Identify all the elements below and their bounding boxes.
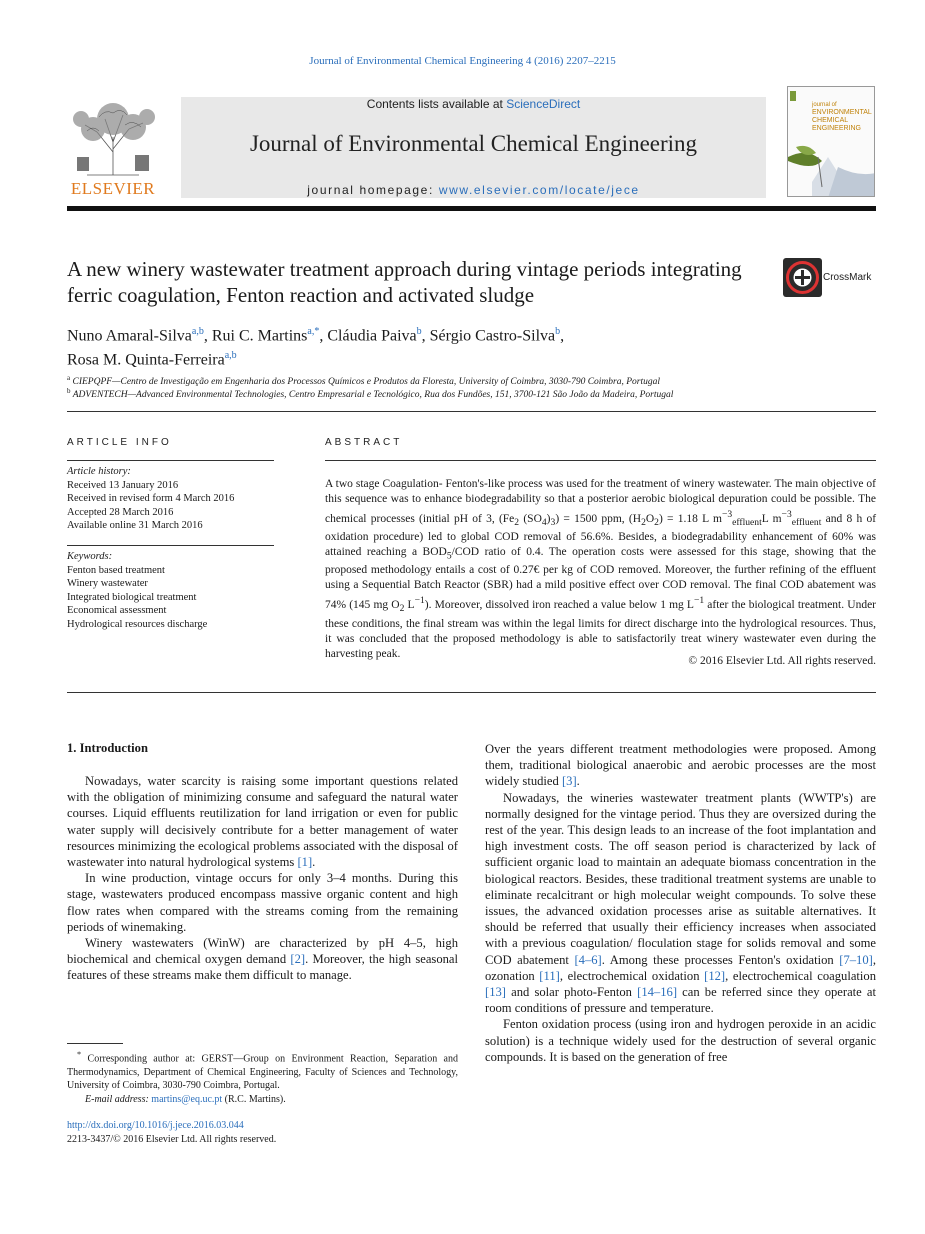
paragraph: Fenton oxidation process (using iron and hydrogen peroxide in an acidic solution) is a technique widely used for the destruction of several organic compounds. It is based on the generation of free bbox=[485, 1017, 876, 1064]
paragraph-text: Nowadays, the wineries wastewater treatment plants (WWTP's) are normally designed for the vintage period. Thus they are oversized during the rest of the year. This design leads to an increase of the foot implantation and high investment costs. The off season period is characterized by lack of sufficient organic load to maintain an adequate biomass concentration in the biological reactors. Besides, these traditional treatment systems are unable to eliminate recalcitrant or high molecular weight compounds. To solve these issues, the advanced oxidation processes arise as suitable alternatives. It should be referred that usually their efficiency increases when associated with a previous coagulation/ floculation stage for solids removal and some COD abatement bbox=[485, 790, 876, 967]
paragraph-text: and solar photo-Fenton bbox=[505, 985, 638, 1000]
journal-cover-thumbnail[interactable] bbox=[787, 86, 875, 197]
reference-link[interactable]: [7–10] bbox=[839, 952, 873, 967]
paragraph-text: , electrochemical oxidation bbox=[559, 968, 705, 983]
keywords-rule bbox=[67, 545, 274, 546]
abstract-sup: −1 bbox=[414, 595, 425, 607]
abstract-copyright: © 2016 Elsevier Ltd. All rights reserved. bbox=[688, 655, 876, 667]
cover-title-line-1: journal of bbox=[812, 102, 837, 108]
article-info-heading: ARTICLE INFO bbox=[67, 437, 172, 448]
footnote-star: * bbox=[77, 1050, 82, 1059]
abstract-span: ) = 1.18 L m bbox=[658, 512, 722, 525]
affiliation-text: ADVENTECH—Advanced Environmental Technologies, Centro Empresarial e Tecnológico, Rua dos Fundões, 151, 3700-121 São João da Madeira, Portugal bbox=[72, 390, 674, 401]
article-title: A new winery wastewater treatment approach during vintage periods integrating ferric coagulation, Fenton reaction and activated sludge bbox=[67, 257, 742, 307]
keyword-item: Economical assessment bbox=[67, 605, 167, 616]
author-name[interactable]: Cláudia Paiva bbox=[327, 327, 417, 345]
abstract-span: (SO bbox=[519, 512, 542, 525]
elsevier-tree-icon bbox=[67, 97, 159, 177]
abstract-span: and 8 h of oxidation procedure) led to global COD removal of 56.6%. Besides, a biodegradability enhancement of 60% was attained reaching a BOD bbox=[325, 512, 877, 559]
keywords-block bbox=[67, 550, 274, 631]
crossmark-label: CrossMark bbox=[823, 272, 872, 283]
paragraph-text: , ozonation bbox=[485, 952, 876, 983]
homepage-prefix: journal homepage: bbox=[307, 183, 439, 197]
author-affil-mark[interactable]: b bbox=[555, 326, 561, 337]
footnote-email-line bbox=[67, 1093, 458, 1107]
paragraph-text: Nowadays, water scarcity is raising some important questions related with the obligation of minimizing consume and safeguard the natural water courses. Liquid effluents reutilization for land irrigation or even for public water supply will decisively contribute for a better management of water resources minimizing the ecological problems associated with the disposal of wastewater into natural hydrological systems bbox=[67, 774, 458, 870]
footnote-body bbox=[67, 1048, 458, 1093]
abstract-sup: −1 bbox=[693, 595, 705, 607]
history-label: Article history: bbox=[67, 466, 131, 477]
cover-title-line-3: CHEMICAL bbox=[812, 117, 849, 124]
affiliation-mark: b bbox=[67, 387, 71, 395]
paragraph: In wine production, vintage occurs for only 3–4 months. During this stage, wastewaters produced encompass massive organic content and high flow rates when compared with the streams coming from the remaining periods of winemaking. bbox=[67, 871, 458, 934]
abstract-heading: ABSTRACT bbox=[325, 437, 403, 448]
paragraph-text: . Moreover, the high seasonal features of these streams make them difficult to manage. bbox=[67, 952, 459, 983]
history-item: Received in revised form 4 March 2016 bbox=[67, 493, 235, 504]
abstract-span: after the biological treatment. Under these conditions, the final stream was within the legal limits for direct discharge into the hydrological resources. Thus, it was concluded that the proposed methodology is able to satisfactorily treat winery wastewater even during the harvesting peak. bbox=[325, 599, 877, 660]
cover-title-line-2: ENVIRONMENTAL bbox=[812, 109, 872, 116]
reference-link[interactable]: [3] bbox=[561, 774, 577, 789]
section-heading-introduction: 1. Introduction bbox=[67, 741, 148, 755]
abstract-sub: 4 bbox=[541, 517, 547, 529]
paragraph bbox=[67, 773, 458, 870]
paragraph bbox=[485, 741, 876, 790]
reference-link[interactable]: [1] bbox=[297, 855, 313, 870]
email-link[interactable]: martins@eq.uc.pt bbox=[151, 1093, 223, 1105]
abstract-sub: effluent bbox=[732, 517, 762, 529]
contents-line bbox=[181, 97, 766, 111]
history-item: Available online 31 March 2016 bbox=[67, 520, 203, 531]
abstract-span: /COD ratio of 0.4. The operation costs were assessed for this stage, showing that the proposed methodology entails a cost of 0.27€ per kg of COD removed. Moreover, the further refining of the effluent using a Sequential Batch Reactor (SBR) had a mild positive effect over COD removal. The final COD abatement was 74% (145 mg O bbox=[325, 546, 876, 612]
email-suffix: (R.C. Martins). bbox=[222, 1093, 286, 1105]
paragraph bbox=[485, 790, 876, 1017]
doi-link[interactable]: http://dx.doi.org/10.1016/j.jece.2016.03.044 bbox=[67, 1120, 244, 1131]
abstract-sub: 3 bbox=[550, 517, 556, 529]
abstract-sup: −3 bbox=[781, 509, 792, 520]
cover-art-icon bbox=[788, 87, 875, 197]
doi-block bbox=[67, 1119, 276, 1146]
issn-line: 2213-3437/© 2016 Elsevier Ltd. All rights reserved. bbox=[67, 1133, 277, 1145]
abstract-text bbox=[325, 477, 876, 662]
abstract-sub: 2 bbox=[654, 517, 659, 529]
paragraph-text: . Among these processes Fenton's oxidation bbox=[601, 952, 840, 967]
article-history bbox=[67, 465, 274, 533]
crossmark-icon bbox=[783, 258, 822, 297]
abstract-sub: effluent bbox=[791, 517, 822, 529]
crossmark-badge[interactable] bbox=[783, 258, 877, 298]
paragraph-text: Over the years different treatment methodologies were proposed. Among them, traditional biological anaerobic and aerobic processes are the most widely studied bbox=[485, 742, 876, 789]
contents-prefix: Contents lists available at bbox=[366, 97, 507, 111]
corresponding-author-footnote bbox=[67, 1048, 458, 1106]
author-name[interactable]: Sérgio Castro-Silva bbox=[429, 327, 556, 345]
abstract-bottom-rule bbox=[67, 692, 876, 693]
author-name[interactable]: Rosa M. Quinta-Ferreira bbox=[67, 351, 225, 369]
keyword-item: Hydrological resources discharge bbox=[67, 618, 208, 630]
author-affil-mark[interactable]: a,* bbox=[307, 326, 320, 337]
homepage-link[interactable]: www.elsevier.com/locate/jece bbox=[438, 183, 640, 197]
footnote-rule bbox=[67, 1043, 123, 1044]
journal-masthead bbox=[181, 97, 766, 198]
footnote-text: Corresponding author at: GERST—Group on Environment Reaction, Separation and Thermodynamics, Department of Chemical Engineering, Faculty of Sciences and Technology, University of Coimbra, 3030-790 Coimbra, Portugal. bbox=[67, 1053, 458, 1092]
keyword-item: Winery wastewater bbox=[67, 578, 148, 589]
abstract-span: ) bbox=[546, 512, 551, 525]
author-name[interactable]: Rui C. Martins bbox=[211, 327, 308, 345]
paragraph-text: . bbox=[576, 774, 580, 789]
body-right-column bbox=[485, 741, 876, 1065]
paragraph-text: can be referred since they operate at room conditions of pressure and temperature. bbox=[485, 985, 877, 1016]
abstract-sub: 2 bbox=[514, 517, 520, 529]
keyword-item: Integrated biological treatment bbox=[67, 591, 197, 603]
abstract-rule bbox=[325, 460, 876, 461]
keywords-label: Keywords: bbox=[67, 551, 113, 562]
abstract-span: ). Moreover, dissolved iron reached a value below 1 mg L bbox=[424, 599, 694, 612]
email-label: E-mail address: bbox=[85, 1093, 152, 1105]
affiliation-text: CIEPQPF—Centro de Investigação em Engenharia dos Processos Químicos e Produtos da Floresta, University of Coimbra, 3030-790 Coimbra, Portugal bbox=[72, 377, 661, 388]
paragraph-text: Winery wastewaters (WinW) are characterized by pH 4–5, high biochemical and chemical oxygen demand bbox=[67, 936, 458, 967]
body-left-column bbox=[67, 773, 458, 984]
paragraph-text: , electrochemical coagulation bbox=[725, 968, 876, 983]
reference-link[interactable]: [11] bbox=[539, 968, 560, 983]
cover-title-line-4: ENGINEERING bbox=[812, 125, 862, 132]
abstract-sub: 2 bbox=[641, 517, 646, 529]
abstract-span: A two stage Coagulation- Fenton's-like process was used for the treatment of winery wastewater. The main objective of this sequence was to enhance biodegradability so that a posterior aerobic biological depuration could be possible. The chemical processes (initial pH of 3, (Fe bbox=[325, 478, 876, 525]
author-list: Nuno Amaral-Silva$^{a,b}$, Rui C. Martins$^{a,*}$, Cláudia Paiva$^b$, Sérgio Castro-Silva$^b$, Rosa M. Quinta-Ferreira$^{a,b}$ bbox=[67, 326, 565, 369]
paragraph-text: . bbox=[312, 855, 316, 870]
author-affil-mark[interactable]: b bbox=[416, 326, 422, 337]
abstract-sup: −3 bbox=[721, 509, 733, 520]
reference-link[interactable]: [2] bbox=[290, 952, 306, 967]
author-affil-mark[interactable]: a,b bbox=[224, 350, 237, 362]
abstract-span: L bbox=[404, 599, 415, 612]
abstract-span: ) = 1500 ppm, (H bbox=[555, 512, 642, 525]
sciencedirect-link[interactable]: ScienceDirect bbox=[506, 97, 581, 111]
author-name[interactable]: Nuno Amaral-Silva bbox=[67, 327, 192, 345]
affiliation-mark: a bbox=[67, 374, 71, 382]
reference-link[interactable]: [12] bbox=[704, 968, 726, 983]
article-info-rule bbox=[67, 460, 274, 461]
affiliation-rule bbox=[67, 411, 876, 412]
reference-link[interactable]: [4–6] bbox=[574, 952, 602, 967]
reference-link[interactable]: [13] bbox=[485, 985, 506, 1000]
author-affil-mark[interactable]: a,b bbox=[191, 326, 204, 337]
paragraph bbox=[67, 935, 458, 984]
header-rule bbox=[67, 206, 876, 211]
abstract-sub: 5 bbox=[446, 550, 452, 562]
abstract-span: L m bbox=[761, 512, 782, 525]
affiliation-b bbox=[67, 385, 875, 402]
history-item: Received 13 January 2016 bbox=[67, 479, 179, 491]
elsevier-wordmark: ELSEVIER bbox=[70, 179, 156, 198]
homepage-line bbox=[181, 183, 766, 197]
reference-link[interactable]: [14–16] bbox=[637, 985, 678, 1000]
journal-citation[interactable]: Journal of Environmental Chemical Engineering 4 (2016) 2207–2215 bbox=[309, 55, 616, 67]
abstract-span: O bbox=[645, 512, 655, 525]
journal-name: Journal of Environmental Chemical Engineering bbox=[249, 131, 698, 156]
abstract-sub: 2 bbox=[399, 603, 405, 615]
elsevier-logo bbox=[67, 97, 159, 199]
keyword-item: Fenton based treatment bbox=[67, 564, 165, 576]
history-item: Accepted 28 March 2016 bbox=[67, 506, 174, 518]
